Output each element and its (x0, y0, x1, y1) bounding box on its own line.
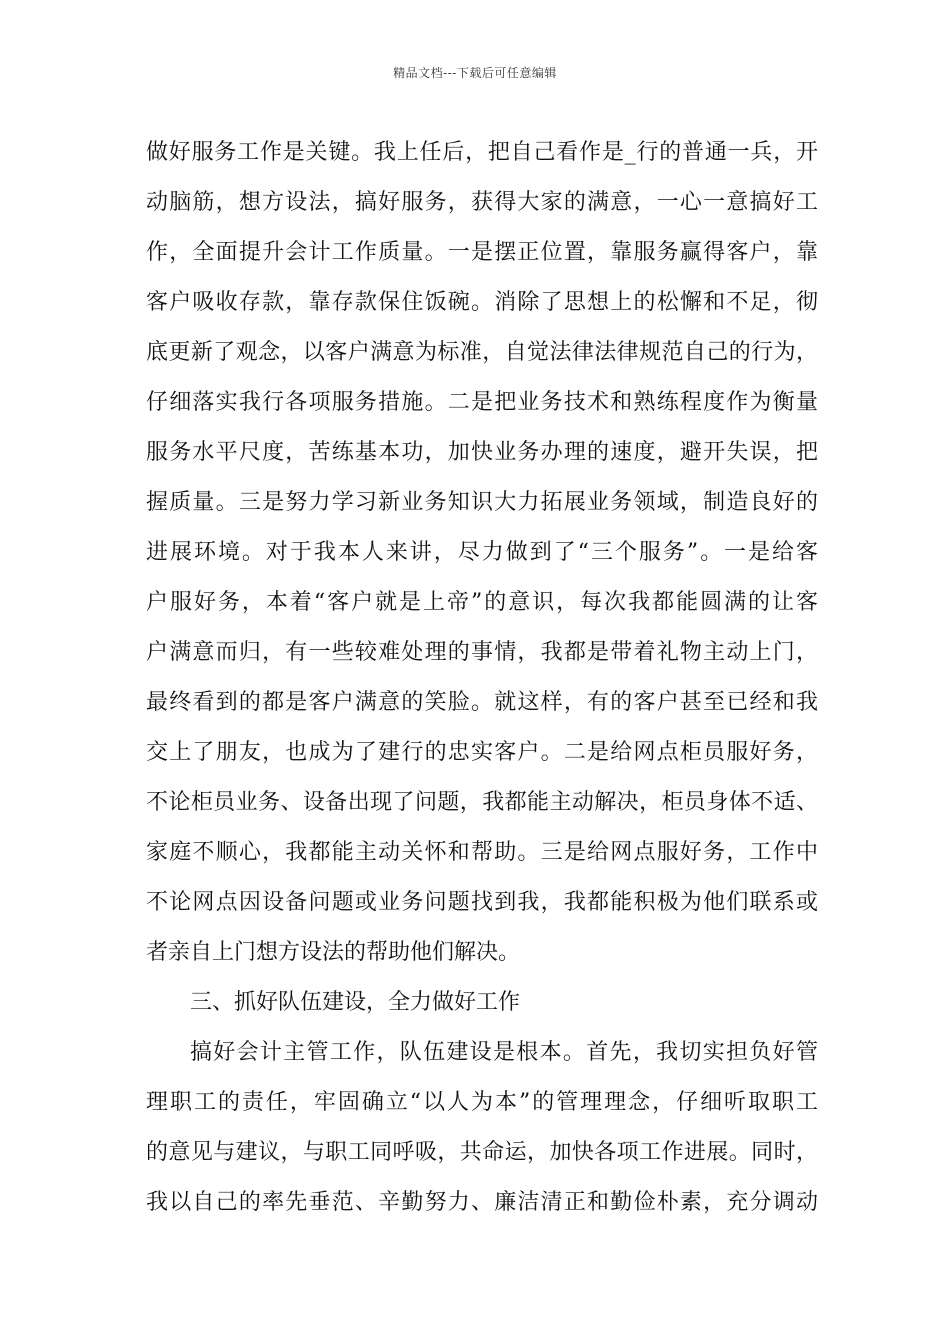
paragraph-line: 客户吸收存款，靠存款保住饭碗。消除了思想上的松懈和不足，彻 (146, 290, 818, 315)
paragraph-line: 户满意而归，有一些较难处理的事情，我都是带着礼物主动上门， (146, 640, 818, 665)
paragraph-line: 者亲自上门想方设法的帮助他们解决。 (146, 940, 521, 965)
paragraph-line: 家庭不顺心，我都能主动关怀和帮助。三是给网点服好务，工作中 (146, 840, 818, 865)
page-header: 精品文档---下载后可任意编辑 (393, 66, 557, 80)
section-heading: 三、抓好队伍建设，全力做好工作 (190, 990, 521, 1015)
paragraph-line: 做好服务工作是关键。我上任后，把自己看作是_行的普通一兵，开 (146, 140, 818, 165)
paragraph-line: 进展环境。对于我本人来讲，尽力做到了“三个服务”。一是给客 (146, 540, 818, 565)
paragraph-line: 的意见与建议，与职工同呼吸，共命运，加快各项工作进展。同时， (146, 1140, 818, 1165)
paragraph-line: 最终看到的都是客户满意的笑脸。就这样，有的客户甚至已经和我 (146, 690, 818, 715)
paragraph-line: 搞好会计主管工作，队伍建设是根本。首先，我切实担负好管 (190, 1040, 818, 1065)
paragraph-line: 不论网点因设备问题或业务问题找到我，我都能积极为他们联系或 (146, 890, 818, 915)
paragraph-line: 握质量。三是努力学习新业务知识大力拓展业务领域，制造良好的 (146, 490, 818, 515)
paragraph-line: 我以自己的率先垂范、辛勤努力、廉洁清正和勤俭朴素，充分调动 (146, 1190, 818, 1215)
paragraph-line: 理职工的责任，牢固确立“以人为本”的管理理念，仔细听取职工 (146, 1090, 818, 1115)
paragraph-line: 交上了朋友，也成为了建行的忠实客户。二是给网点柜员服好务， (146, 740, 818, 765)
paragraph-line: 底更新了观念，以客户满意为标准，自觉法律法律规范自己的行为， (146, 340, 818, 365)
paragraph-line: 不论柜员业务、设备出现了问题，我都能主动解决，柜员身体不适、 (146, 790, 818, 815)
paragraph-line: 动脑筋，想方设法，搞好服务，获得大家的满意，一心一意搞好工 (146, 190, 818, 215)
paragraph-line: 户服好务，本着“客户就是上帝”的意识，每次我都能圆满的让客 (146, 590, 818, 615)
paragraph-line: 服务水平尺度，苦练基本功，加快业务办理的速度，避开失误，把 (146, 440, 818, 465)
paragraph-line: 仔细落实我行各项服务措施。二是把业务技术和熟练程度作为衡量 (146, 390, 818, 415)
paragraph-line: 作，全面提升会计工作质量。一是摆正位置，靠服务赢得客户，靠 (146, 240, 818, 265)
body-text (146, 128, 818, 1228)
